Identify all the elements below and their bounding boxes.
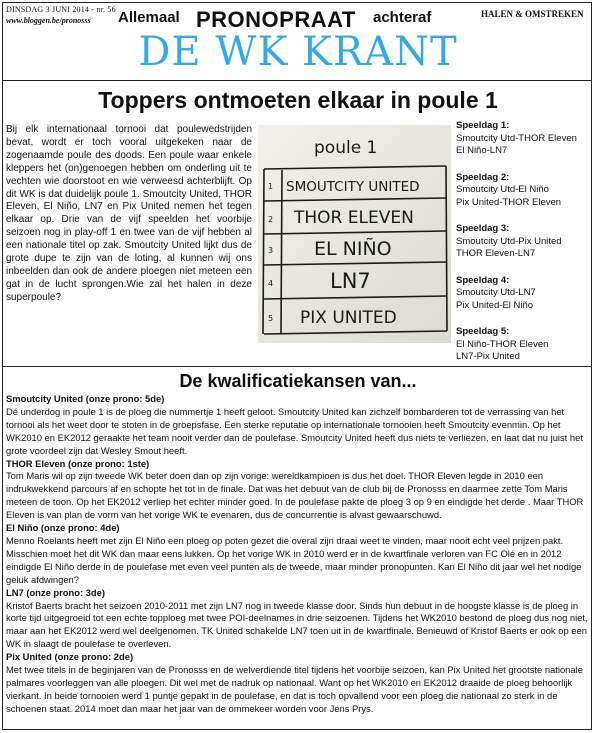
photo-row-name: PIX UNITED <box>300 308 397 328</box>
masthead-allemaal: Allemaal <box>118 9 180 26</box>
schedule-day <box>456 275 592 313</box>
masthead-achteraf: achteraf <box>373 9 432 26</box>
team-text: Dé underdog in poule 1 is de ploeg die nummertje 1 heeft geloot. Smoutcity United kan zichzelf bombarderen tot de verrassing van het tornooi als het weet door te stoten in de groepsfase. Een sterke reputatie op internationale tornooien heeft Smoutcity evenmin. Op het WK2010 en EK2012 geraakte het team nooit verder dan de poulefase. Smoutcity United heeft dus niets te verliezen, en laat dat nu juist het grote voordeel zijn dat Wesley Smout heeft. <box>6 405 583 456</box>
schedule-match: Pix United-El Niño <box>456 299 534 311</box>
team-title: THOR Eleven (onze prono: 1ste) <box>6 457 150 469</box>
team-text: Menno Roelants heeft met zijn El Niño een ploeg op poten gezet die overal zijn draai weet te vinden, maar nooit echt veel prijzen pakt. Misschien moet het dit WK dan maar eens lukken. Op het vorige WK in 2010 werd er in de kwartfinale verloren van FC Olé en in 2012 eindigde El Niño derde in de poulefase met even veel punten als de tweede, maar minder pronopunten. Kan El Niño dit jaar wel het nodige geluk afdwingen? <box>6 534 582 585</box>
schedule-day-title: Speeldag 3: <box>456 223 510 234</box>
team-title: LN7 (onze prono: 3de) <box>6 586 105 598</box>
schedule <box>456 120 592 378</box>
team-title: Smoutcity United (onze prono: 5de) <box>6 393 165 404</box>
poule-photo <box>258 125 451 343</box>
dateline: DINSDAG 3 JUNI 2014 - nr. 56 <box>6 5 116 14</box>
article1-headline: Toppers ontmoeten elkaar in poule 1 <box>98 87 498 113</box>
region: HALEN & OMSTREKEN <box>481 9 584 19</box>
photo-row-name: THOR ELEVEN <box>294 208 414 228</box>
team-title: El Niño (onze prono: 4de) <box>6 522 120 534</box>
photo-row-num: 1 <box>268 182 274 191</box>
schedule-match: Smoutcity Utd-THOR Eleven <box>456 132 577 144</box>
team-title: Pix United (onze prono: 2de) <box>6 651 134 663</box>
schedule-match: LN7-Pix United <box>456 351 520 362</box>
photo-row-num: 3 <box>268 246 274 255</box>
masthead-rule <box>2 80 592 81</box>
schedule-match: Smoutcity Utd-Pix United <box>456 235 562 247</box>
schedule-day <box>456 223 592 261</box>
masthead-pronopraat: PRONOPRAAT <box>196 7 356 32</box>
photo-row-name: EL NIÑO <box>314 238 392 260</box>
schedule-day-title: Speeldag 1: <box>456 120 510 131</box>
article2-body <box>6 393 590 716</box>
team-text: Kristof Baerts bracht het seizoen 2010-2011 met zijn LN7 nog in tweede klasse door. Sinds hun debuut in de hoogste klasse is de ploeg in korte tijd uitgegroeid tot een echte topploeg met twee POI-deelnames in drie seizoenen. Tijdens het WK2010 bestond de ploeg dus nog niet, maar aan het EK2012 werd wel deelgenomen. TK United schakelde LN7 toen uit in de kwartfinale. Benieuwd of Kristof Baerts er ook op een WK in slaagt de poulefase te overleven. <box>6 599 588 650</box>
article1-lead: Bij elk internationaal tornooi dat poulewedstrijden bevat, wordt er toch vooral uitgekeken naar de zogenaamde poule des doods. Een poule waar enkele kleppers het (on)genoegen hebben om onderling uit te vechten wie doorstoot en wie verweesd achterblijft. Op dit WK is dat duidelijk poule 1. Smoutcity United, THOR Eleven, El Niño, LN7 en Pix United nemen het tegen elkaar op. Drie van de vijf speelden het voorbije seizoen nog in play-off 1 en twee van de vijf hebben al een nationale titel op zak. Smoutcity United lijkt dus de grote dupe te zijn van de loting, al kunnen wij ons inbeelden dan ook de andere ploegen niet meteen een gat in de lucht sprongen.Wie zal het halen in deze superpoule? <box>6 124 252 303</box>
masthead <box>0 0 596 78</box>
schedule-day <box>456 172 592 210</box>
schedule-match: Smoutcity Utd-El Niño <box>456 184 549 195</box>
photo-title: poule 1 <box>314 138 378 158</box>
schedule-day-title: Speeldag 5: <box>456 326 510 337</box>
team-text: Tom Maris wil op zijn tweede WK beter doen dan op zijn vorige: wereldkampioen is dus het doel. THOR Eleven legde in 2010 een indrukwekkend parcours af en schopte het tot in de finale. Dat was het debuut van de club bij de Pronosss en daarmee zette Tom Maris meteen de toon. Op het EK2012 verliep het echter minder goed. In de poulefase pakte de ploeg 3 op 9 en eindigde het derde . Maar THOR Eleven is van plan de vorm van het vorige WK te evenaren, dus de concurrentie is alvast gewaarschuwd. <box>6 470 584 521</box>
photo-row-num: 2 <box>268 215 274 224</box>
photo-row-name: LN7 <box>330 269 371 293</box>
paper-name: DE WK KRANT <box>138 29 458 75</box>
photo-row-name: SMOUTCITY UNITED <box>286 179 420 195</box>
photo-row-num: 5 <box>268 314 274 323</box>
schedule-match: Smoutcity Utd-LN7 <box>456 287 536 298</box>
schedule-match: El Niño-THOR Eleven <box>456 338 549 350</box>
schedule-match: Pix United-THOR Eleven <box>456 196 562 208</box>
section-rule <box>2 366 592 367</box>
article2-headline: De kwalificatiekansen van... <box>179 371 417 391</box>
schedule-day <box>456 326 592 364</box>
team-text: Met twee titels in de beginjaren van de Pronosss en de welverdiende titel tijdens het voorbije seizoen, kan Pix United het grootste nationale palmares voorleggen van alle ploegen. Dit wel met de nadruk op nationaal. Want op het WK2010 en EK2012 draaide de ploeg behoorlijk vierkant. In beide tornooien werd 1 puntje gepakt in de poulefase, en dat is toch opvallend voor een ploeg die nationaal zo sterk in de schoenen staat. 2014 moet dan maar het jaar van de ommekeer worden voor Jens Prys. <box>6 664 583 714</box>
schedule-day-title: Speeldag 4: <box>456 274 510 286</box>
website: www.bloggen.be/pronosss <box>6 16 91 25</box>
schedule-day <box>456 120 592 158</box>
schedule-match: THOR Eleven-LN7 <box>456 248 536 259</box>
schedule-day-title: Speeldag 2: <box>456 171 510 183</box>
photo-row-num: 4 <box>268 279 274 288</box>
schedule-match: El Niño-LN7 <box>456 145 508 156</box>
